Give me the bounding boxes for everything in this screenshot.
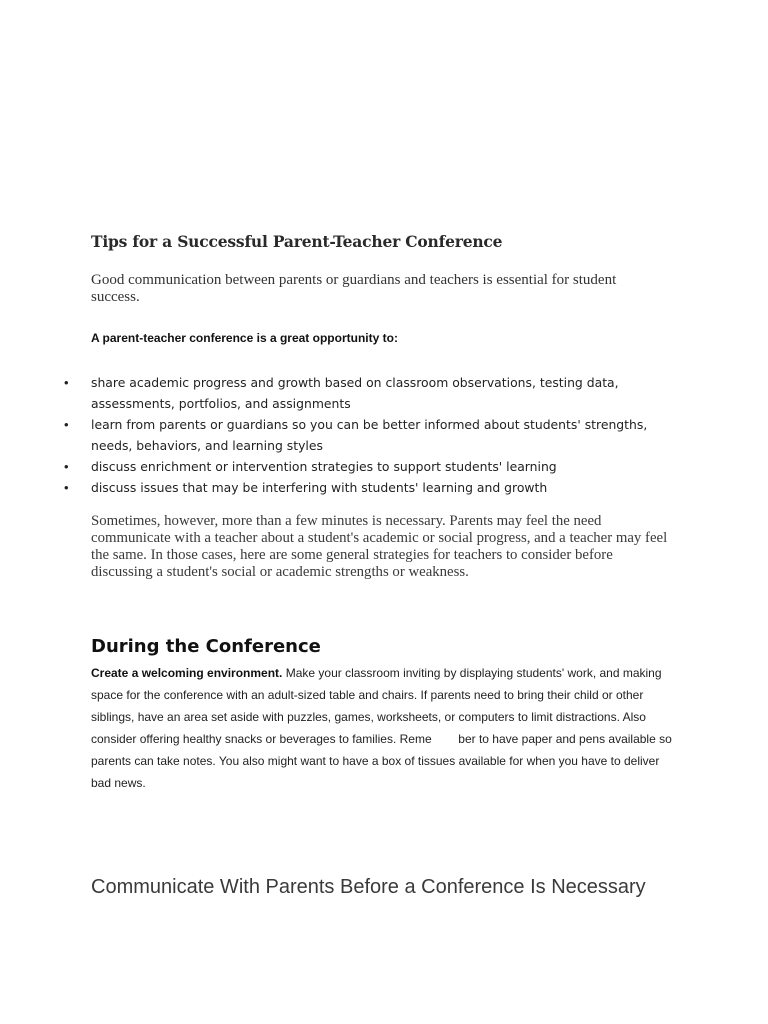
list-item — [64, 456, 684, 477]
paragraph-lead-bold: Create a welcoming environment. — [91, 666, 283, 680]
welcoming-paragraph — [91, 662, 681, 794]
opportunity-list — [64, 372, 684, 498]
list-item-text: discuss issues that may be interfering with students' learning and growth — [91, 480, 548, 495]
lead-sentence: A parent-teacher conference is a great opportunity to: — [91, 331, 398, 345]
document-title: Tips for a Successful Parent-Teacher Conference — [91, 232, 503, 251]
list-item — [64, 414, 684, 456]
bullet-icon: • — [64, 375, 69, 390]
paragraph-body: Make your classroom inviting by displaying students' work, and making space for the conference with an adult-sized table and chairs. If parents need to bring their child or other siblings, have an area set aside with puzzles, games, worksheets, or computers to limit distractions. Also consider offering healthy snacks or beverages to families. Reme ber to have paper and pens available so parents can take notes. You also might want to have a box of tissues available for when you have to deliver bad news. — [91, 666, 672, 790]
intro-paragraph: Good communication between parents or guardians and teachers is essential for student success. — [91, 272, 617, 305]
strategies-paragraph: Sometimes, however, more than a few minutes is necessary. Parents may feel the need communicate with a teacher about a student's academic or social progress, and a teacher may feel the same. In those cases, here are some general strategies for teachers to consider before discussing a student's social or academic strengths or weakness. — [91, 513, 668, 580]
list-item-text: share academic progress and growth based on classroom observations, testing data, assessments, portfolios, and assignments — [91, 375, 619, 411]
bullet-icon: • — [64, 417, 69, 432]
bottom-heading: Communicate With Parents Before a Conference Is Necessary — [91, 876, 646, 898]
list-item-text: learn from parents or guardians so you can be better informed about students' strengths, needs, behaviors, and learning styles — [91, 417, 648, 453]
bullet-icon: • — [64, 459, 69, 474]
list-item — [64, 477, 684, 498]
list-item-text: discuss enrichment or intervention strategies to support students' learning — [91, 459, 557, 474]
list-item — [64, 372, 684, 414]
bullet-icon: • — [64, 480, 69, 495]
section-heading: During the Conference — [91, 636, 321, 657]
